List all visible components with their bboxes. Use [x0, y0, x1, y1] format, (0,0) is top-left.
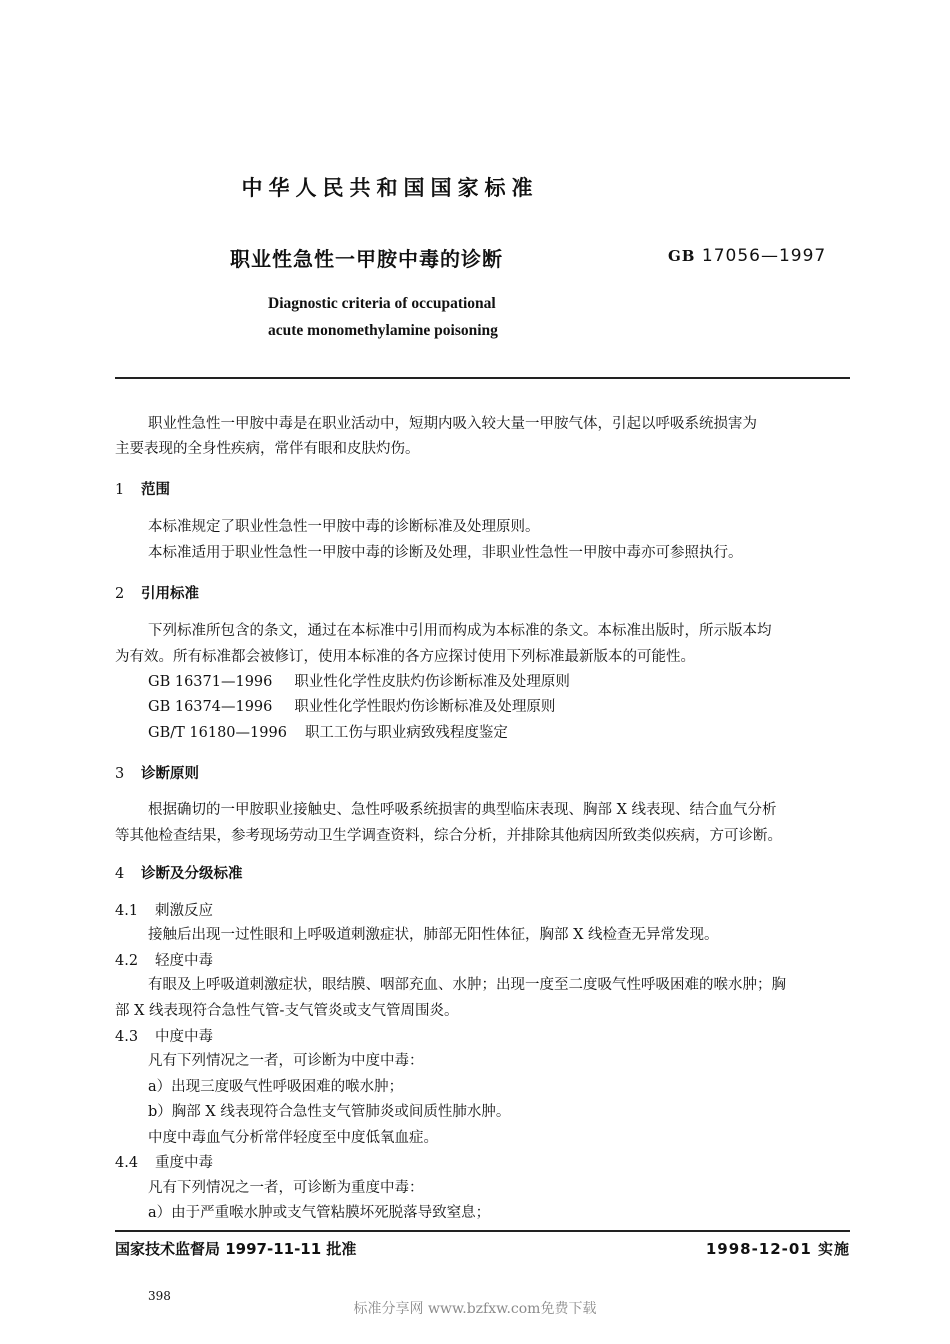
subsection-4-4-heading [115, 1151, 213, 1172]
subsection-4-1-number: 4.1 [115, 903, 139, 919]
subsection-4-4-number: 4.4 [115, 1155, 139, 1171]
reference-item-2 [148, 695, 555, 716]
approval-line: 国家技术监督局 1997-11-11 批准 [115, 1240, 357, 1258]
subsection-4-1-para: 接触后出现一过性眼和上呼吸道刺激症状，肺部无阳性体征，胸部 X 线检查无异常发现。 [148, 927, 719, 943]
subsection-4-4-item-a: a）由于严重喉水肿或支气管粘膜坏死脱落导致窒息； [148, 1205, 491, 1221]
section-3-heading [115, 762, 199, 783]
reference-title: 职业性化学性眼灼伤诊断标准及处理原则 [294, 699, 556, 715]
reference-title: 职业性化学性皮肤灼伤诊断标准及处理原则 [294, 674, 570, 690]
section-1-number: 1 [115, 482, 125, 498]
subsection-4-2-line-1: 有眼及上呼吸道刺激症状，眼结膜、咽部充血、水肿；出现一度至二度吸气性呼吸困难的喉水肿；胸 [148, 977, 786, 993]
section-1-title: 范围 [141, 482, 170, 498]
subsection-4-3-heading [115, 1025, 213, 1046]
section-1-heading [115, 478, 170, 499]
subsection-4-4-title: 重度中毒 [155, 1155, 213, 1171]
footer-divider [115, 1230, 850, 1232]
reference-code: GB/T 16180—1996 [148, 725, 287, 741]
download-watermark: 标准分享网 www.bzfxw.com免费下载 [353, 1301, 597, 1317]
reference-code: GB 16374—1996 [148, 699, 273, 715]
section-2-number: 2 [115, 586, 125, 602]
subsection-4-2-line-2: 部 X 线表现符合急性气管-支气管炎或支气管周围炎。 [115, 1003, 459, 1019]
section-3-line-1: 根据确切的一甲胺职业接触史、急性呼吸系统损害的典型临床表现、胸部 X 线表现、结合血气分析 [148, 802, 777, 818]
reference-title: 职工工伤与职业病致残程度鉴定 [304, 725, 508, 741]
subsection-4-4-para-1: 凡有下列情况之一者，可诊断为重度中毒： [148, 1180, 424, 1196]
section-1-para-2: 本标准适用于职业性急性一甲胺中毒的诊断及处理，非职业性急性一甲胺中毒亦可参照执行。 [148, 545, 743, 561]
section-3-title: 诊断原则 [141, 766, 199, 782]
subsection-4-1-heading [115, 899, 213, 920]
header-divider [115, 377, 850, 379]
standard-number [668, 246, 826, 266]
document-title: 职业性急性一甲胺中毒的诊断 [230, 247, 503, 271]
section-1-para-1: 本标准规定了职业性急性一甲胺中毒的诊断标准及处理原则。 [148, 519, 540, 535]
english-title-line-1: Diagnostic criteria of occupational [268, 295, 496, 312]
standard-prefix: GB [668, 247, 696, 265]
section-4-title: 诊断及分级标准 [141, 866, 243, 882]
section-2-line-2: 为有效。所有标准都会被修订，使用本标准的各方应探讨使用下列标准最新版本的可能性。 [115, 649, 695, 665]
english-title-line-2: acute monomethylamine poisoning [268, 322, 498, 339]
subsection-4-3-title: 中度中毒 [155, 1029, 213, 1045]
section-3-number: 3 [115, 766, 125, 782]
section-3-line-2: 等其他检查结果，参考现场劳动卫生学调查资料，综合分析，并排除其他病因所致类似疾病，方可诊断。 [115, 828, 782, 844]
section-2-title: 引用标准 [141, 586, 199, 602]
english-title [268, 290, 498, 344]
reference-item-3 [148, 721, 508, 742]
effective-date: 1998-12-01 实施 [705, 1240, 850, 1258]
section-2-heading [115, 582, 199, 603]
subsection-4-2-number: 4.2 [115, 953, 139, 969]
reference-item-1 [148, 670, 570, 691]
subsection-4-3-item-b: b）胸部 X 线表现符合急性支气管肺炎或间质性肺水肿。 [148, 1104, 511, 1120]
section-4-number: 4 [115, 866, 125, 882]
section-4-heading [115, 862, 243, 883]
national-standard-heading: 中华人民共和国国家标准 [241, 176, 539, 200]
standard-code: 17056—1997 [701, 246, 827, 266]
page-number: 398 [148, 1289, 171, 1303]
subsection-4-3-number: 4.3 [115, 1029, 139, 1045]
section-2-line-1: 下列标准所包含的条文，通过在本标准中引用而构成为本标准的条文。本标准出版时，所示版本均 [148, 623, 772, 639]
intro-line-1: 职业性急性一甲胺中毒是在职业活动中，短期内吸入较大量一甲胺气体，引起以呼吸系统损害为 [148, 416, 757, 432]
intro-line-2: 主要表现的全身性疾病，常伴有眼和皮肤灼伤。 [115, 441, 420, 457]
subsection-4-3-para-1: 凡有下列情况之一者，可诊断为中度中毒： [148, 1053, 424, 1069]
subsection-4-1-title: 刺激反应 [155, 903, 213, 919]
subsection-4-3-item-a: a）出现三度吸气性呼吸困难的喉水肿； [148, 1079, 404, 1095]
subsection-4-3-para-2: 中度中毒血气分析常伴轻度至中度低氧血症。 [148, 1130, 438, 1146]
subsection-4-2-title: 轻度中毒 [155, 953, 213, 969]
reference-code: GB 16371—1996 [148, 674, 273, 690]
subsection-4-2-heading [115, 949, 213, 970]
